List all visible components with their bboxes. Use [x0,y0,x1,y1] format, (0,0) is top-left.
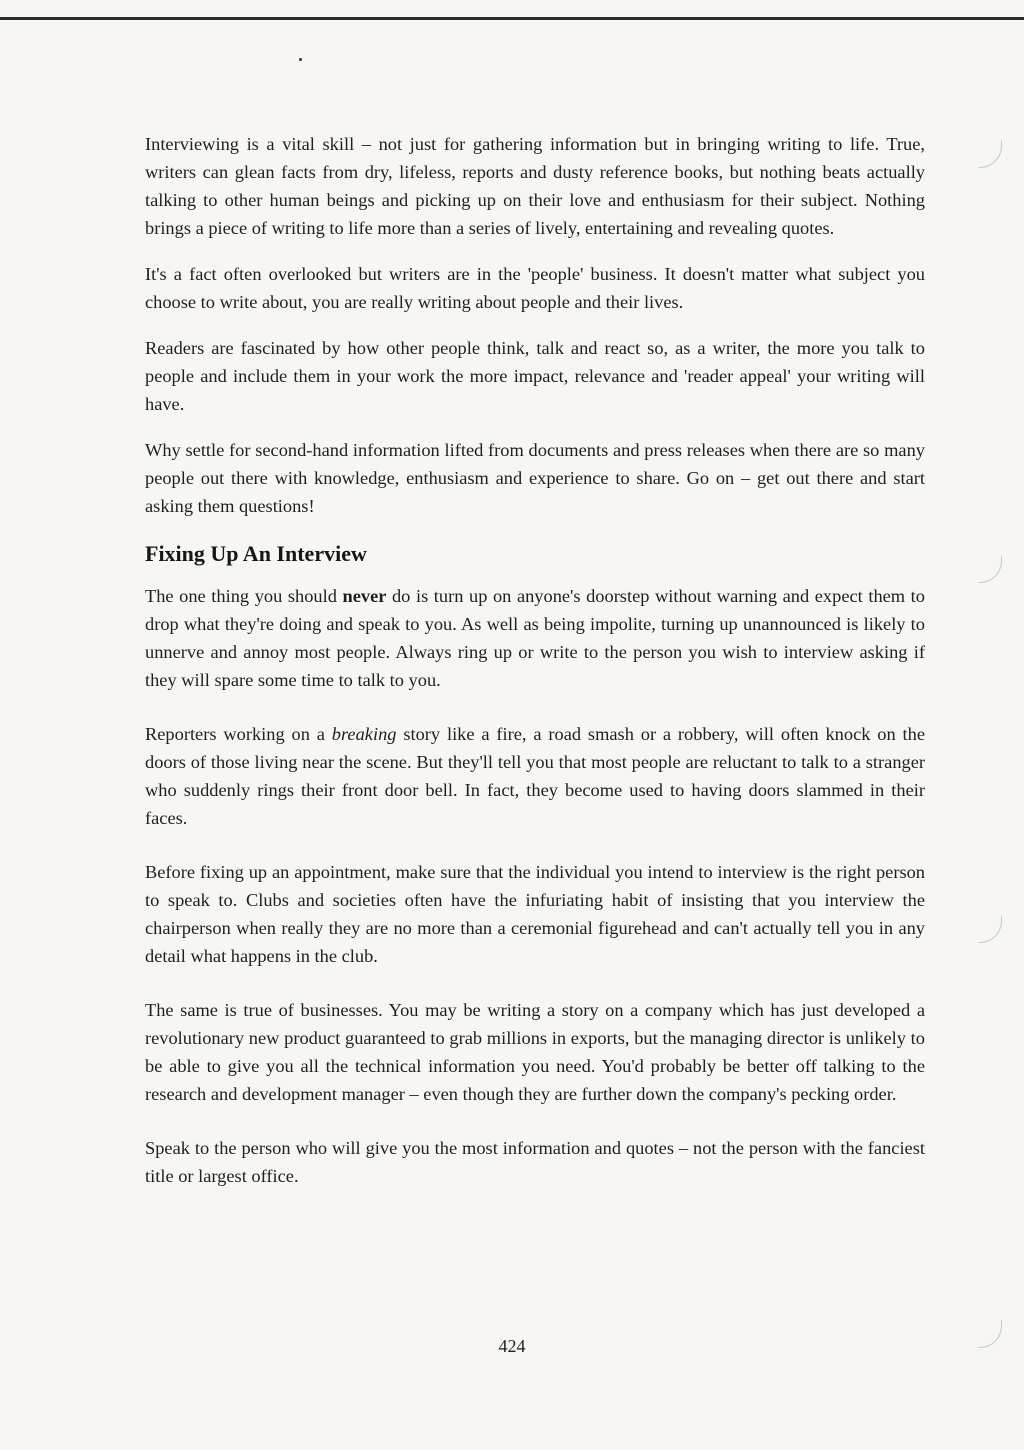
scan-speck [299,58,302,61]
section-heading: Fixing Up An Interview [145,541,367,566]
section-paragraph-1-start: The one thing you should [145,586,343,606]
section-paragraph-3: Before fixing up an appointment, make sure that the individual you intend to interview is the right person to speak to. Clubs and societies often have the infuriating habit of insisting that you interview the chairperson when really they are no more than a ceremonial figurehead and can't actually tell you in any detail what happens in the club. [145,862,925,966]
binder-hole-mark [978,915,1002,943]
intro-paragraph-4: Why settle for second-hand information lifted from documents and press releases when there are so many people out there with knowledge, enthusiasm and experience to share. Go on – get out there and start asking them questions! [145,440,925,516]
page-number: 424 [498,1336,526,1356]
emphasis-breaking: breaking [331,724,397,744]
intro-paragraph-3: Readers are fascinated by how other people think, talk and react so, as a writer, the more you talk to people and include them in your work the more impact, relevance and 'reader appeal' your writing will have. [145,338,925,414]
binder-hole-mark [978,555,1002,583]
section-paragraph-2-end: story like a fire, a road smash or a robbery, will often knock on the doors of those living near the scene. But they'll tell you that most people are reluctant to talk to a stranger who suddenly rings their front door bell. In fact, they become used to having doors slammed in their faces. [145,724,925,828]
section-paragraph-2 [145,720,925,832]
intro-paragraph-1: Interviewing is a vital skill – not just for gathering information but in bringing writing to life. True, writers can glean facts from dry, lifeless, reports and dusty reference books, but nothing beats actually talking to other human beings and picking up on their love and enthusiasm for their subject. Nothing brings a piece of writing to life more than a series of lively, entertaining and revealing quotes. [145,134,925,238]
section-paragraph-1 [145,582,925,694]
emphasis-never: never [342,586,387,606]
page-body [145,130,925,1190]
section-paragraph-4: The same is true of businesses. You may be writing a story on a company which has just developed a revolutionary new product guaranteed to grab millions in exports, but the managing director is unlikely to be able to give you all the technical information you need. You'd probably be better off talking to the research and development manager – even though they are further down the company's pecking order. [145,1000,925,1104]
section-paragraph-5: Speak to the person who will give you the most information and quotes – not the person with the fanciest title or largest office. [145,1138,925,1186]
intro-paragraph-2: It's a fact often overlooked but writers are in the 'people' business. It doesn't matter what subject you choose to write about, you are really writing about people and their lives. [145,264,925,312]
scan-top-border [0,0,1024,20]
binder-hole-mark [978,140,1002,168]
section-paragraph-2-start: Reporters working on a [145,724,332,744]
section-paragraph-1-end: do is turn up on anyone's doorstep without warning and expect them to drop what they're doing and speak to you. As well as being impolite, turning up unannounced is likely to unnerve and annoy most people. Always ring up or write to the person you wish to interview asking if they will spare some time to talk to you. [145,586,925,690]
